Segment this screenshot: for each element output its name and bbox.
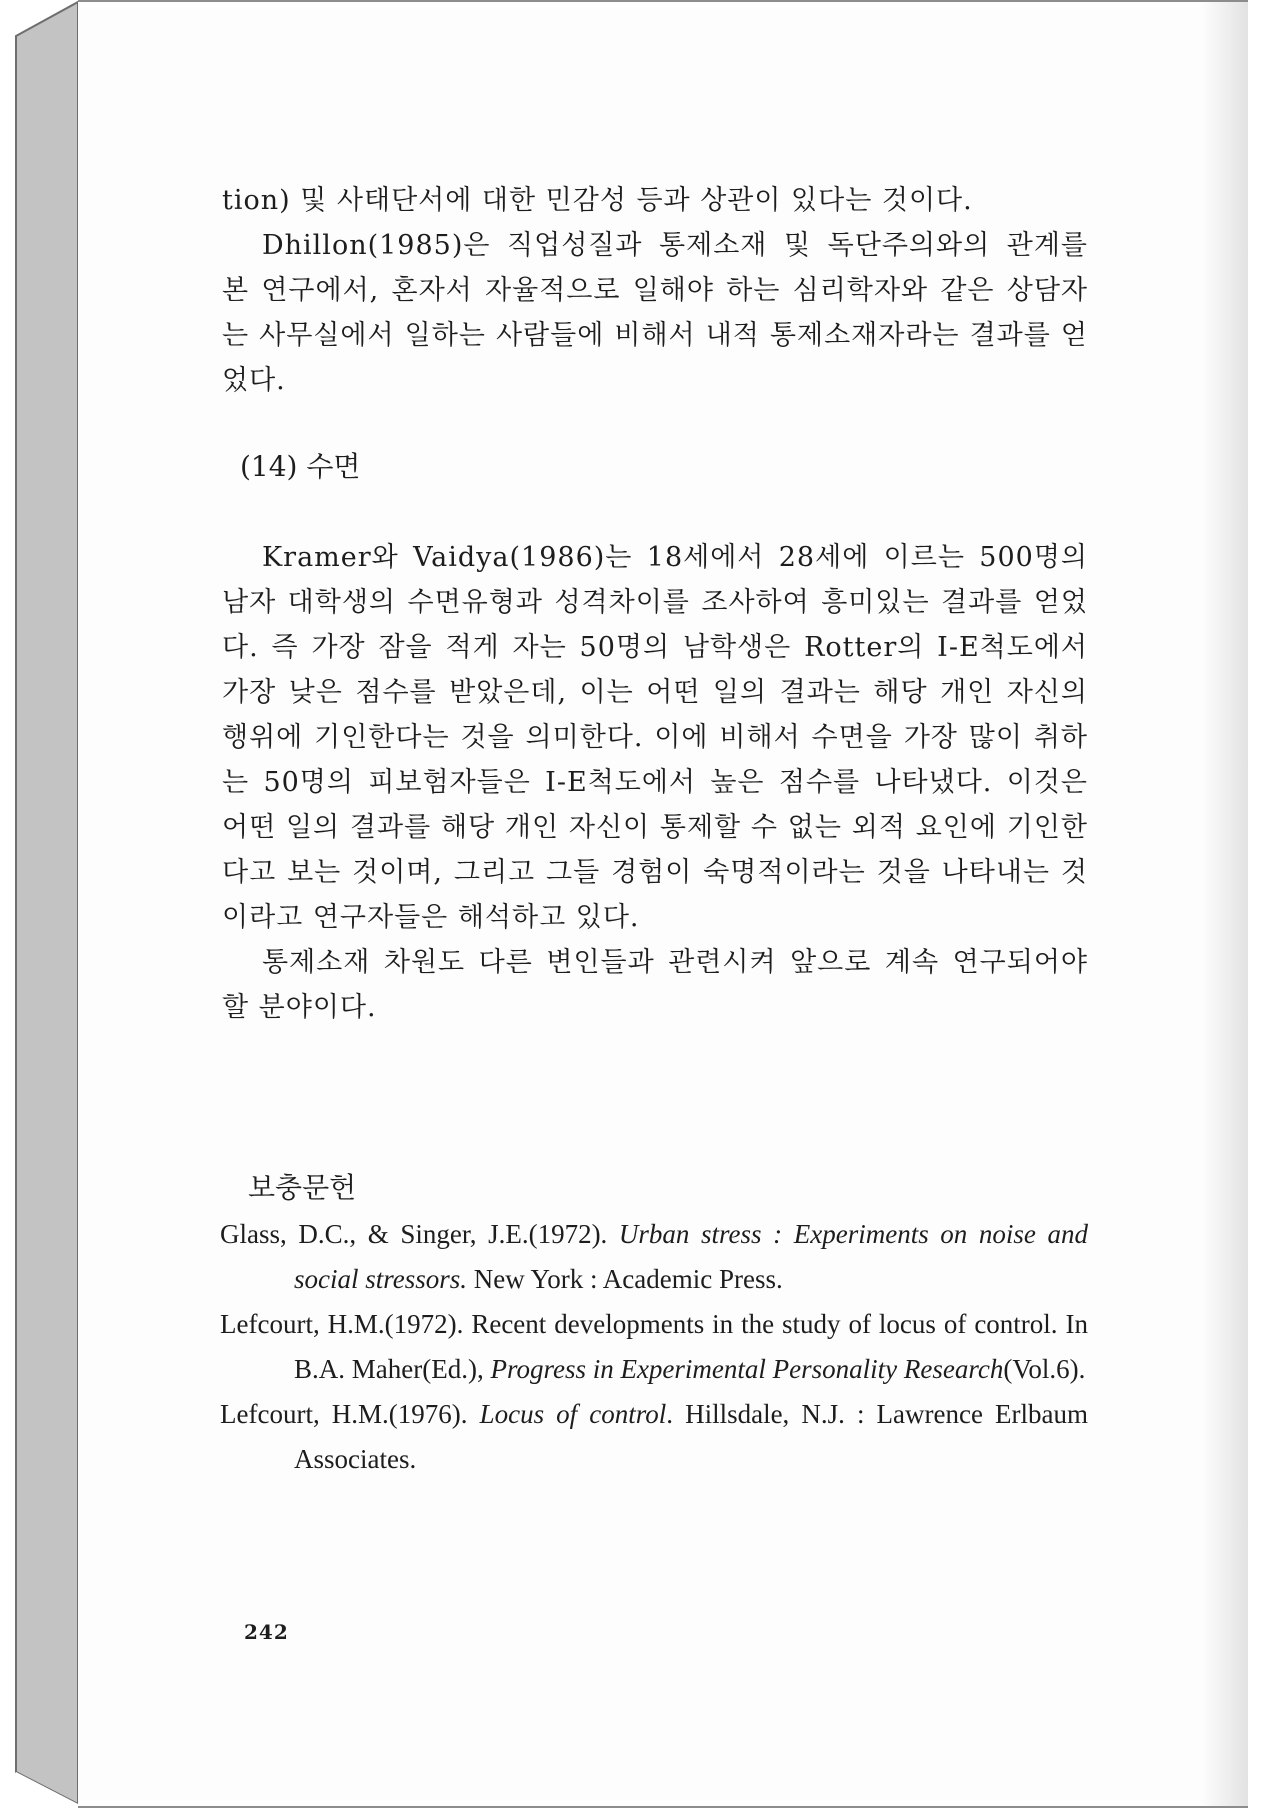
reference-item — [220, 1302, 1088, 1392]
paragraph-conclusion: 통제소재 차원도 다른 변인들과 관련시켜 앞으로 계속 연구되어야 할 분야이다. — [222, 947, 1088, 1023]
reference-text: Lefcourt, H.M.(1976). — [220, 1399, 480, 1429]
reference-item — [220, 1392, 1088, 1482]
reference-text: . Hillsdale, N.J. : Lawrence Erlbaum Associates. — [294, 1399, 1088, 1474]
reference-title: Locus of control — [479, 1399, 667, 1429]
reference-text: Lefcourt, H.M.(1972). Recent developments in the study of locus of control. In B.A. Maher(Ed.), — [220, 1309, 1088, 1384]
reference-text: Glass, D.C., & Singer, J.E.(1972). — [220, 1219, 619, 1249]
body-text — [222, 178, 1088, 1030]
page-edge-shadow — [1202, 2, 1248, 1806]
paragraph-continuation: tion) 및 사태단서에 대한 민감성 등과 상관이 있다는 것이다. — [222, 185, 973, 216]
book-spine — [0, 0, 80, 1806]
page-number: 242 — [244, 1620, 289, 1644]
reference-title: Progress in Experimental Personality Research — [490, 1354, 1004, 1384]
references-title: 보충문헌 — [248, 1171, 357, 1204]
paragraph-dhillon: Dhillon(1985)은 직업성질과 통제소재 및 독단주의와의 관계를 본 연구에서, 혼자서 자율적으로 일해야 하는 심리학자와 같은 상담자는 사무실에서 일하는 사람들에 비해서 내적 통제소재자라는 결과를 얻었다. — [222, 230, 1088, 396]
section-heading: (14) 수면 — [240, 450, 361, 483]
reference-item — [220, 1212, 1088, 1302]
reference-text: New York : Academic Press. — [467, 1264, 783, 1294]
reference-title: Urban stress : Experiments on noise and social stressors. — [294, 1219, 1088, 1294]
page-right-margin — [1248, 0, 1277, 1806]
paragraph-kramer: Kramer와 Vaidya(1986)는 18세에서 28세에 이르는 500명의 남자 대학생의 수면유형과 성격차이를 조사하여 흥미있는 결과를 얻었다. 즉 가장 잠을 적게 자는 50명의 남학생은 Rotter의 I-E척도에서 가장 낮은 점수를 받았은데, 이는 어떤 일의 결과는 해당 개인 자신의 행위에 기인한다는 것을 의미한다. 이에 비해서 수면을 가장 많이 취하는 50명의 피보험자들은 I-E척도에서 높은 점수를 나타냈다. 이것은 어떤 일의 결과를 해당 개인 자신이 통제할 수 없는 외적 요인에 기인한다고 보는 것이며, 그리고 그들 경험이 숙명적이라는 것을 나타내는 것이라고 연구자들은 해석하고 있다. — [222, 542, 1088, 933]
reference-text: (Vol.6). — [1003, 1354, 1086, 1384]
references-list — [220, 1212, 1088, 1482]
